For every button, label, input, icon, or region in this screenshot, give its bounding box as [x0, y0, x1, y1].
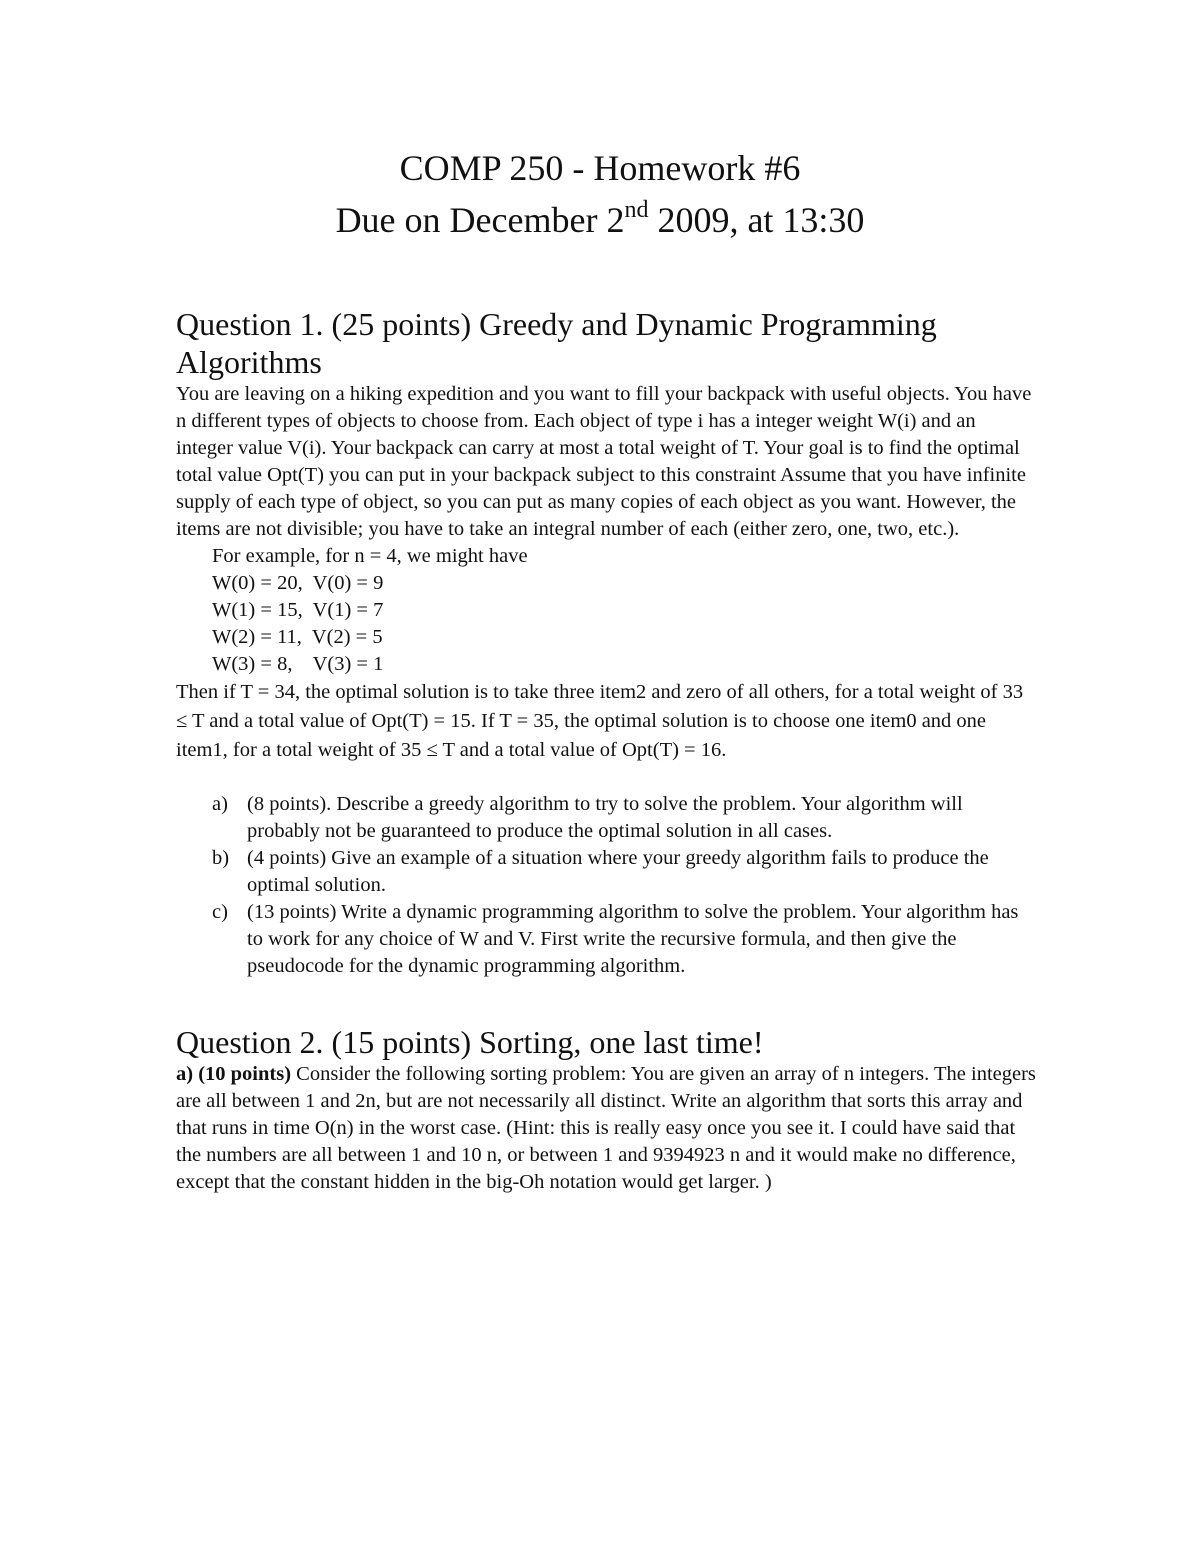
question-1-solution-text: Then if T = 34, the optimal solution is to take three item2 and zero of all others, for a total weight of 33 ≤ T and a total value of Opt(T) = 15. If T = 35, the optimal solution is to choose one item0 and one item1, for a total weight of 35 ≤ T and a total value of Opt(T) = 16.: [176, 681, 1024, 761]
list-item: [176, 899, 1036, 980]
part-text: (4 points) Give an example of a situation where your greedy algorithm fails to produce the optimal solution.: [247, 847, 989, 896]
question-2-heading: Question 2. (15 points) Sorting, one last time!: [176, 1024, 764, 1060]
homework-title: COMP 250 - Homework #6: [399, 148, 801, 188]
example-line: W(1) = 15, V(1) = 7: [212, 599, 384, 621]
question-1-intro: You are leaving on a hiking expedition and you want to fill your backpack with useful objects. You have n different types of objects to choose from. Each object of type i has a integer weight W(i) and an integer value V(i). Your backpack can carry at most a total weight of T. Your goal is to find the optimal total value Opt(T) you can put in your backpack subject to this constraint Assume that you have infinite supply of each type of object, so you can put as many copies of each object as you want. However, the items are not divisible; you have to take an integral number of each (either zero, one, two, etc.).: [176, 383, 1032, 540]
part-text: (13 points) Write a dynamic programming algorithm to solve the problem. Your algorithm has to work for any choice of W and V. First write the recursive formula, and then give the pseudocode for the dynamic programming algorithm.: [247, 901, 1019, 977]
example-block: [176, 543, 1036, 678]
question-2-part-a: [176, 1061, 1036, 1196]
question-2: [176, 1023, 1036, 1196]
due-prefix: Due on December 2: [335, 200, 625, 240]
question-1-parts: [176, 791, 1036, 980]
part-marker: a): [212, 793, 228, 815]
part-text: (8 points). Describe a greedy algorithm to try to solve the problem. Your algorithm will probably not be guaranteed to produce the optimal solution in all cases.: [247, 793, 963, 842]
due-superscript: nd: [624, 197, 649, 223]
list-item: [176, 791, 1036, 845]
example-line: W(0) = 20, V(0) = 9: [212, 572, 384, 594]
due-suffix: 2009, at 13:30: [648, 200, 865, 240]
part-a-label: a) (10 points): [176, 1063, 292, 1085]
example-line: W(2) = 11, V(2) = 5: [212, 626, 383, 648]
question-1: [176, 305, 1036, 980]
part-marker: b): [212, 847, 230, 869]
example-line: W(3) = 8, V(3) = 1: [212, 653, 384, 675]
part-a-text: Consider the following sorting problem: You are given an array of n integers. The integers are all between 1 and 2n, but are not necessarily all distinct. Write an algorithm that sorts this array and that runs in time O(n) in the worst case. (Hint: this is really easy once you see it. I could have said that the numbers are all between 1 and 10 n, or between 1 and 9394923 n and it would make no difference, except that the constant hidden in the big-Oh notation would get larger. ): [176, 1063, 1036, 1193]
example-line: For example, for n = 4, we might have: [212, 545, 528, 567]
question-1-heading: Question 1. (25 points) Greedy and Dynamic Programming Algorithms: [176, 306, 937, 380]
due-date: [0, 194, 1200, 246]
main-content: [176, 305, 1036, 1196]
part-marker: c): [212, 901, 228, 923]
list-item: [176, 845, 1036, 899]
title-block: [0, 142, 1200, 246]
